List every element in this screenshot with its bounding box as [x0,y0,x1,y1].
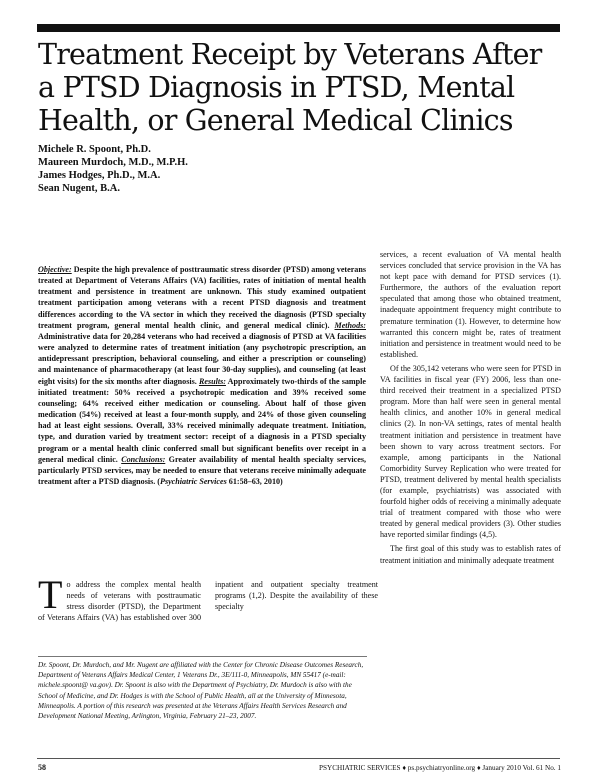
author: Sean Nugent, B.A. [38,183,120,194]
methods-label: Methods: [334,320,366,330]
abstract-paragraph [38,264,366,487]
footer-rule [37,758,560,759]
citation-journal: Psychiatric Services [160,476,227,486]
objective-text: Despite the high prevalence of posttraumatic stress disorder (PTSD) among veterans treated at Department of Veterans Affairs (VA) facilities, rates of initiation of mental health treatment and persistence in treatment are unknown. This study examined outpatient treatment participation among veterans with a recent PTSD diagnosis and treatment differences according to the VA sector in which they received the diagnosis (PTSD specialty treatment program, general mental health clinic, and general medical clinic). [38,265,366,330]
author: James Hodges, Ph.D., M.A. [38,170,161,181]
page-number: 58 [38,763,46,772]
intro-text-a: o address the complex mental health needs of veterans with posttraumatic stress disorder (PTSD), the Department of Veterans [38,580,201,623]
title-line: Treatment Receipt by Veterans After [38,38,542,71]
citation-ref: 61:58–63, 2010) [226,476,283,486]
results-text: Approximately two-thirds of the sample initiated treatment: 50% received a psychotropic medication and 39% received some counseling; 64% received either medication or counseling. About half of those given medication (54%) received at least a four-month supply, and 24% of those given counseling had at least eight sessions. Overall, 33% received minimally adequate treatment. Initiation, type, and duration varied by treatment sector: receipt of a diagnosis in a PTSD specialty program or a mental health clinic conferred small but significant benefits over receipt in a general medical clinic. [38,376,366,464]
author-affiliation-footnote [38,656,367,721]
footnote-text: Dr. Spoont, Dr. Murdoch, and Mr. Nugent are affiliated with the Center for Chronic Disease Outcomes Research, Department of Veterans Affairs Medical Center, 1 Veterans Dr., 3E/111-0, Minneapolis, MN 55417 (e-mail: michele.spoont@ va.gov). Dr. Spoont is also with the Department of Psychiatry, Dr. Murdoch is also with the School of Medicine, and Dr. Hodges is with the School of Public Health, all at the University of Minnesota, Minneapolis. A portion of this research was presented at the Veterans Affairs Health Services Research and Development National Meeting, Arlington, Virginia, February 21–23, 2007. [38,661,364,721]
conclusions-label: Conclusions: [121,454,166,464]
right-column [380,249,561,566]
header-rule [37,24,560,32]
body-paragraph: Of the 305,142 veterans who were seen for PTSD in VA facilities in fiscal year (FY) 2006, less than one-third received their treatment in a specialized PTSD program. More than half were seen in general mental health clinics, and another 10% in general medical clinics (2). In non-VA settings, rates of mental health treatment initiation and persistence in treatment have been shown to vary across treatment sectors. For example, among participants in the National Comorbidity Survey Replication who were treated for PTSD, treatment delivered by mental health specialists (for example, psychiatrists) was associated with fourfold higher odds of receiving a minimally adequate trial of treatment compared with those who were treated by general medical providers (3). Other studies have reported similar findings (4,5). [380,363,561,540]
author-list [38,143,338,195]
conclusions-text: Greater availability of mental health specialty services, particularly PTSD services, may be needed to ensure that veterans receive minimally adequate treatment after a PTSD diagnosis. ( [38,454,367,486]
intro-body [38,579,378,635]
objective-label: Objective: [38,265,72,274]
title-line: a PTSD Diagnosis in PTSD, Mental [38,71,515,104]
intro-paragraph [38,579,378,623]
abstract [38,264,366,487]
journal-info: PSYCHIATRIC SERVICES ♦ ps.psychiatryonline.org ♦ January 2010 Vol. 61 No. 1 [319,764,561,772]
results-label: Results: [198,376,226,386]
body-paragraph: services, a recent evaluation of VA mental health services concluded that service provision in the VA has not kept pace with demand for PTSD services (1). Furthermore, the authors of the evaluation report speculated that among those who obtained treatment, inadequate appointment frequency might contribute to premature termination (1). However, to determine how warranted this concern might be, rates of treatment initiation and persistence in treatment would need to be established. [380,250,561,359]
author: Maureen Murdoch, M.D., M.P.H. [38,157,188,168]
page-footer [38,762,561,774]
body-paragraph: The first goal of this study was to establish rates of treatment initiation and minimally adequate treatment [380,544,561,565]
title-line: Health, or General Medical Clinics [38,104,513,137]
author: Michele R. Spoont, Ph.D. [38,144,151,155]
methods-text: Administrative data for 20,284 veterans who had received a diagnosis of PTSD at VA facilities were analyzed to determine rates of treatment initiation (any psychotropic prescription, an antidepressant prescription, behavioral counseling, and either a prescription or counseling) and maintenance of pharmacotherapy (at least four 30-day supplies), and counseling (at least eight visits) for the six months after diagnosis. [38,331,366,386]
drop-cap: T [38,579,63,617]
intro-text-b: Affairs (VA) has established over 300 inpatient and outpatient specialty treatment programs (1,2). Despite the availability of these specialty [76,580,378,623]
article-title [38,38,568,137]
